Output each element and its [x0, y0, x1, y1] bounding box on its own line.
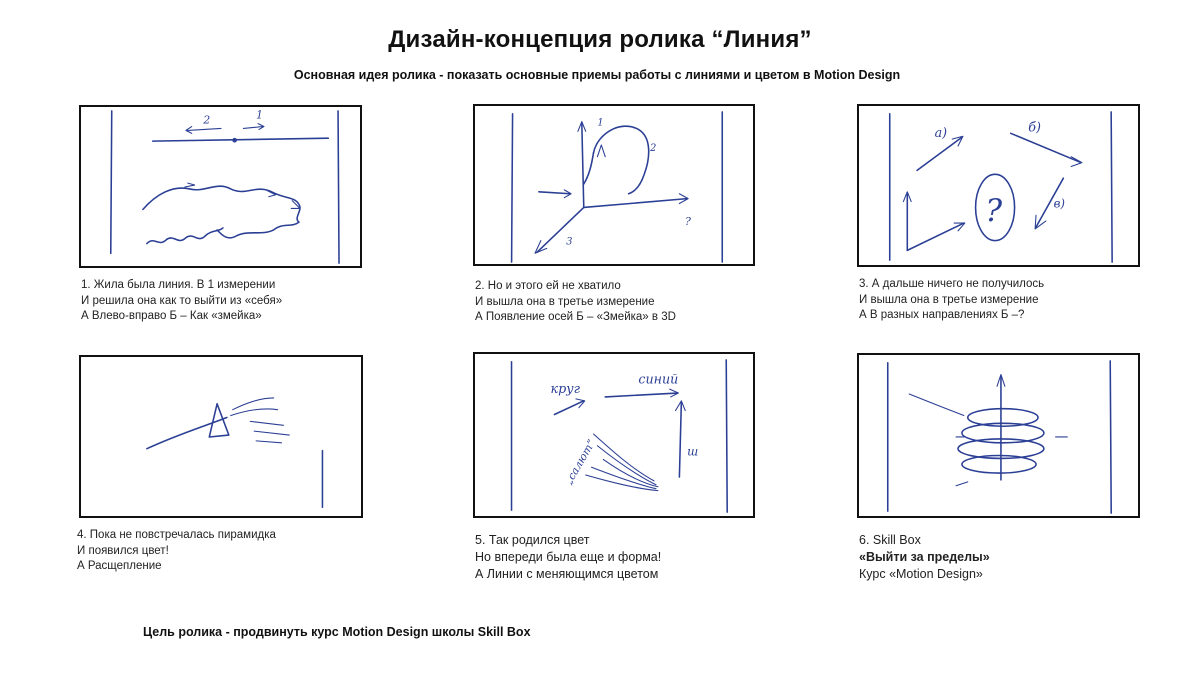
frame-6-caption	[859, 532, 990, 583]
sketch-6	[859, 355, 1138, 516]
sketch-1	[81, 107, 360, 266]
sketch-label: 2	[650, 142, 657, 154]
caption-line: 6. Skill Box	[859, 533, 921, 547]
sketch-4	[81, 357, 361, 516]
caption-line: А Расщепление	[77, 560, 162, 572]
sketch-5	[475, 354, 753, 516]
storyboard-frame-4	[79, 355, 363, 518]
sketch-2	[475, 106, 753, 264]
caption-line: Курс «Motion Design»	[859, 567, 983, 581]
caption-line: И решила она как то выйти из «себя»	[81, 294, 283, 307]
caption-line: И появился цвет!	[77, 544, 169, 557]
caption-line: И вышла она в третье измерение	[475, 295, 655, 308]
sketch-dot	[232, 138, 237, 143]
sketch-label: 2	[203, 113, 211, 127]
sketch-label: б)	[1028, 119, 1041, 135]
storyboard-frame-6	[857, 353, 1140, 518]
sketch-label: 3	[566, 236, 573, 248]
caption-line: 2. Но и этого ей не хватило	[475, 280, 621, 292]
sketch-label: 1	[597, 117, 604, 129]
caption-line: 5. Так родился цвет	[475, 533, 590, 547]
caption-line: 4. Пока не повстречалась пирамидка	[77, 529, 276, 541]
storyboard-frame-1	[79, 105, 362, 268]
sketch-label: ?	[985, 193, 1003, 230]
footer-goal: Цель ролика - продвинуть курс Motion Design школы Skill Box	[143, 625, 531, 639]
storyboard-frame-3	[857, 104, 1140, 267]
caption-line: А Линии с меняющимся цветом	[475, 567, 659, 581]
sketch-label: а)	[934, 125, 948, 141]
sketch-label: синий	[638, 371, 679, 387]
storyboard-frame-5	[473, 352, 755, 518]
page-title: Дизайн-концепция ролика “Линия”	[388, 26, 812, 53]
caption-line: А Влево-вправо Б – Как «змейка»	[81, 310, 262, 322]
sketch-label: в)	[1053, 196, 1065, 211]
sketch-label: 1	[256, 108, 263, 122]
storyboard-frame-2	[473, 104, 755, 266]
sketch-label: „салют”	[561, 437, 599, 487]
sketch-label: ш	[687, 444, 699, 459]
caption-line: И вышла она в третье измерение	[859, 293, 1039, 306]
caption-line: А Появление осей Б – «Змейка» в 3D	[475, 311, 676, 323]
sketch-label: круг	[550, 381, 581, 397]
caption-line: 3. А дальше ничего не получилось	[859, 278, 1045, 290]
caption-line-bold: «Выйти за пределы»	[859, 550, 990, 564]
caption-line: А В разных направлениях Б –?	[859, 309, 1025, 321]
frame-4-caption	[77, 528, 276, 575]
caption-line: 1. Жила была линия. В 1 измерении	[81, 279, 276, 291]
frame-3-caption	[859, 277, 1044, 324]
frame-1-caption	[81, 278, 282, 325]
frame-5-caption	[475, 532, 661, 583]
caption-line: Но впереди была еще и форма!	[475, 550, 662, 564]
frame-2-caption	[475, 279, 676, 326]
sketch-label: ?	[685, 214, 691, 228]
sketch-3	[859, 106, 1138, 265]
page-subtitle: Основная идея ролика - показать основные приемы работы с линиями и цветом в Motion Design	[293, 68, 901, 82]
